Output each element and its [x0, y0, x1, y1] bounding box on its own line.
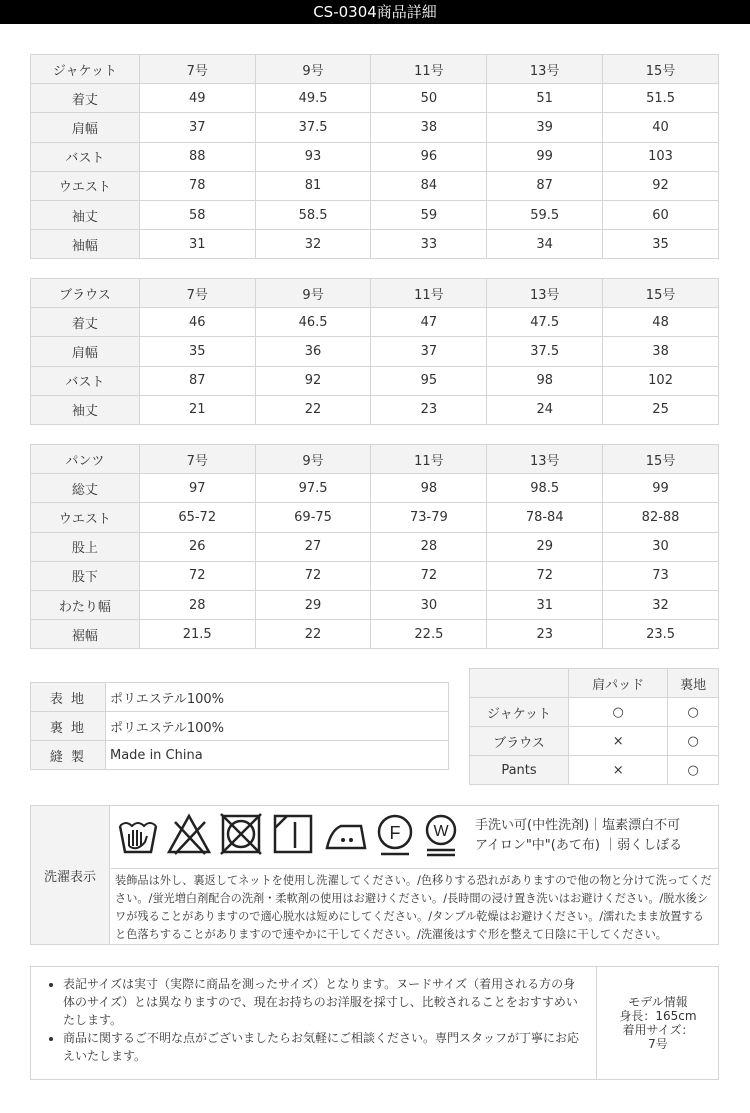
table-cell: 49: [139, 84, 255, 113]
table-cell: 81: [255, 171, 371, 200]
footer-note-size: • 表記サイズは実寸（実際に商品を測ったサイズ）となります。ヌードサイズ（着用される方の身体のサイズ）とは異なりますので、現在お持ちのお洋服を採寸し、比較されることをおすすめいたします。: [63, 975, 583, 1029]
material-label: 表 地: [31, 683, 106, 712]
table-cell: 肩幅: [31, 337, 140, 366]
table-header-row: [31, 279, 719, 308]
table-cell: 92: [255, 366, 371, 395]
table-row: [31, 308, 719, 337]
table-cell: 11号: [371, 279, 487, 308]
table-cell: ウエスト: [31, 171, 140, 200]
table-cell: 28: [371, 532, 487, 561]
table-cell: 股上: [31, 532, 140, 561]
table-cell: 30: [371, 590, 487, 619]
model-info: [596, 967, 719, 1079]
footer-notes: [30, 966, 719, 1080]
table-row: [31, 395, 719, 424]
care-label: 洗濯表示: [31, 806, 110, 944]
table-cell: 92: [603, 171, 719, 200]
table-cell: パンツ: [31, 445, 140, 474]
table-cell: 15号: [603, 279, 719, 308]
model-size-label: 着用サイズ：: [622, 1023, 694, 1037]
table-cell: 51: [487, 84, 603, 113]
table-cell: 38: [603, 337, 719, 366]
table-cell: 股下: [31, 561, 140, 590]
table-cell: 38: [371, 113, 487, 142]
table-cell: わたり幅: [31, 590, 140, 619]
table-cell: ブラウス: [470, 727, 569, 756]
table-cell: 33: [371, 230, 487, 259]
table-cell: 13号: [487, 279, 603, 308]
model-size: 7号: [648, 1037, 668, 1051]
table-cell: 98.5: [487, 474, 603, 503]
dry-clean-f-icon: [375, 812, 415, 858]
table-row: [31, 337, 719, 366]
table-cell: 65-72: [139, 503, 255, 532]
material-value: Made in China: [106, 741, 449, 770]
table-cell: 73-79: [371, 503, 487, 532]
table-cell: 58.5: [255, 200, 371, 229]
page-title: CS-0304商品詳細: [0, 0, 750, 24]
table-cell: 46: [139, 308, 255, 337]
table-cell: 97: [139, 474, 255, 503]
table-cell: 102: [603, 366, 719, 395]
table-cell: ○: [668, 756, 719, 785]
table-cell: 24: [487, 395, 603, 424]
table-cell: 肩幅: [31, 113, 140, 142]
table-cell: 袖丈: [31, 200, 140, 229]
table-cell: 82-88: [603, 503, 719, 532]
table-cell: 22: [255, 620, 371, 649]
material-value: ポリエステル100%: [106, 683, 449, 712]
care-summary: [475, 816, 682, 856]
table-cell: 72: [487, 561, 603, 590]
table-cell: 31: [487, 590, 603, 619]
table-row: [31, 113, 719, 142]
wet-clean-w-letter: W: [433, 823, 449, 840]
table-cell: ○: [668, 698, 719, 727]
footer-note-list: [31, 975, 583, 1065]
table-cell: 9号: [255, 445, 371, 474]
table-cell: 15号: [603, 55, 719, 84]
material-value: ポリエステル100%: [106, 712, 449, 741]
table-cell: 72: [371, 561, 487, 590]
table-cell: ○: [569, 698, 668, 727]
table-cell: 7号: [139, 279, 255, 308]
pad-lining-table: [469, 668, 719, 785]
table-row: [31, 366, 719, 395]
table-cell: 37.5: [255, 113, 371, 142]
pants-size-table: [30, 444, 719, 649]
care-icons-row: [111, 806, 718, 869]
table-cell: 58: [139, 200, 255, 229]
table-cell: 11号: [371, 55, 487, 84]
table-cell: バスト: [31, 366, 140, 395]
table-cell: 98: [371, 474, 487, 503]
line-dry-shade-icon: [271, 812, 315, 858]
table-cell: 32: [255, 230, 371, 259]
table-cell: 裾幅: [31, 620, 140, 649]
table-cell: 37.5: [487, 337, 603, 366]
table-cell: 21: [139, 395, 255, 424]
table-cell: ウエスト: [31, 503, 140, 532]
table-cell: 29: [487, 532, 603, 561]
table-cell: 肩パッド: [569, 669, 668, 698]
model-info-title: モデル情報: [628, 995, 688, 1009]
table-cell: 36: [255, 337, 371, 366]
table-cell: 46.5: [255, 308, 371, 337]
table-cell: 48: [603, 308, 719, 337]
table-cell: 31: [139, 230, 255, 259]
table-row: [31, 503, 719, 532]
table-cell: 39: [487, 113, 603, 142]
table-cell: 103: [603, 142, 719, 171]
wet-clean-w-icon: [421, 812, 461, 858]
model-height: 身長：165cm: [619, 1009, 697, 1023]
table-cell: 28: [139, 590, 255, 619]
table-cell: 21.5: [139, 620, 255, 649]
table-cell: 7号: [139, 55, 255, 84]
table-cell: ジャケット: [470, 698, 569, 727]
table-cell: 13号: [487, 445, 603, 474]
table-cell: 34: [487, 230, 603, 259]
hand-wash-icon: [117, 812, 159, 858]
table-header-row: [470, 669, 719, 698]
table-cell: 32: [603, 590, 719, 619]
table-cell: ジャケット: [31, 55, 140, 84]
table-cell: 22.5: [371, 620, 487, 649]
table-row: [31, 683, 449, 712]
table-row: [31, 741, 449, 770]
table-cell: 37: [371, 337, 487, 366]
dry-clean-f-letter: F: [389, 823, 401, 843]
table-cell: 51.5: [603, 84, 719, 113]
table-cell: 93: [255, 142, 371, 171]
table-cell: 49.5: [255, 84, 371, 113]
table-cell: 99: [487, 142, 603, 171]
table-cell: 99: [603, 474, 719, 503]
table-cell: 袖丈: [31, 395, 140, 424]
table-row: [31, 620, 719, 649]
table-cell: 着丈: [31, 84, 140, 113]
table-row: [31, 84, 719, 113]
table-cell: 84: [371, 171, 487, 200]
table-cell: 23: [371, 395, 487, 424]
table-cell: 59: [371, 200, 487, 229]
table-row: [31, 142, 719, 171]
care-notes: 装飾品は外し、裏返してネットを使用し洗濯してください。/色移りする恐れがありますので他の物と分けて洗ってください。/蛍光増白剤配合の洗剤・柔軟剤の使用はお避けください。/長時間の浸け置き洗いはお避けください。/脱水後シワが残ることがありますので適心脱水は短めにしてください。/タンブル乾燥はお避けください。/濡れたまま放置すると色落ちすることがありますので速やかに干してください。/洗濯後はすぐ形を整えて日陰に干してください。: [115, 874, 712, 941]
iron-medium-icon: [323, 812, 369, 858]
table-row: [31, 561, 719, 590]
table-row: [31, 171, 719, 200]
table-cell: 50: [371, 84, 487, 113]
table-row: [31, 230, 719, 259]
care-instructions: [30, 805, 719, 945]
material-label: 裏 地: [31, 712, 106, 741]
table-cell: 13号: [487, 55, 603, 84]
table-cell: 27: [255, 532, 371, 561]
table-cell: 72: [255, 561, 371, 590]
table-cell: 60: [603, 200, 719, 229]
table-cell: 22: [255, 395, 371, 424]
table-cell: 9号: [255, 279, 371, 308]
table-row: [31, 712, 449, 741]
table-cell: 69-75: [255, 503, 371, 532]
table-cell: 9号: [255, 55, 371, 84]
table-header-row: [31, 55, 719, 84]
care-summary-line2: アイロン"中"(あて布) ｜弱くしぼる: [475, 838, 683, 853]
table-cell: 23: [487, 620, 603, 649]
table-cell: 73: [603, 561, 719, 590]
table-row: [470, 756, 719, 785]
table-cell: バスト: [31, 142, 140, 171]
table-header-row: [31, 445, 719, 474]
table-cell: 47: [371, 308, 487, 337]
table-cell: 37: [139, 113, 255, 142]
table-row: [31, 474, 719, 503]
table-cell: 裏地: [668, 669, 719, 698]
table-cell: 7号: [139, 445, 255, 474]
table-cell: 35: [603, 230, 719, 259]
table-cell: 23.5: [603, 620, 719, 649]
table-cell: 11号: [371, 445, 487, 474]
table-cell: 59.5: [487, 200, 603, 229]
table-cell: 35: [139, 337, 255, 366]
table-row: [31, 590, 719, 619]
table-row: [31, 532, 719, 561]
table-cell: [470, 669, 569, 698]
table-cell: 袖幅: [31, 230, 140, 259]
material-label: 縫 製: [31, 741, 106, 770]
table-cell: Pants: [470, 756, 569, 785]
table-cell: ○: [668, 727, 719, 756]
table-cell: ブラウス: [31, 279, 140, 308]
table-cell: 98: [487, 366, 603, 395]
table-cell: 97.5: [255, 474, 371, 503]
table-cell: 25: [603, 395, 719, 424]
table-cell: 26: [139, 532, 255, 561]
table-cell: 29: [255, 590, 371, 619]
table-cell: ×: [569, 727, 668, 756]
table-row: [470, 698, 719, 727]
table-cell: 88: [139, 142, 255, 171]
table-cell: 95: [371, 366, 487, 395]
table-cell: 40: [603, 113, 719, 142]
table-cell: 15号: [603, 445, 719, 474]
care-summary-line1: 手洗い可(中性洗剤)｜塩素漂白不可: [475, 818, 681, 833]
table-cell: 78-84: [487, 503, 603, 532]
table-cell: ×: [569, 756, 668, 785]
jacket-size-table: [30, 54, 719, 259]
table-cell: 47.5: [487, 308, 603, 337]
table-cell: 87: [139, 366, 255, 395]
table-cell: 30: [603, 532, 719, 561]
table-cell: 96: [371, 142, 487, 171]
blouse-size-table: [30, 278, 719, 425]
table-cell: 87: [487, 171, 603, 200]
table-cell: 着丈: [31, 308, 140, 337]
table-cell: 総丈: [31, 474, 140, 503]
no-bleach-icon: [167, 812, 211, 858]
materials-table: [30, 682, 449, 770]
table-row: [31, 200, 719, 229]
table-cell: 72: [139, 561, 255, 590]
table-row: [470, 727, 719, 756]
footer-note-contact: • 商品に関するご不明な点がございましたらお気軽にご相談ください。専門スタッフが丁寧にお応えいたします。: [63, 1029, 583, 1065]
table-cell: 78: [139, 171, 255, 200]
no-tumble-dry-icon: [219, 812, 263, 858]
